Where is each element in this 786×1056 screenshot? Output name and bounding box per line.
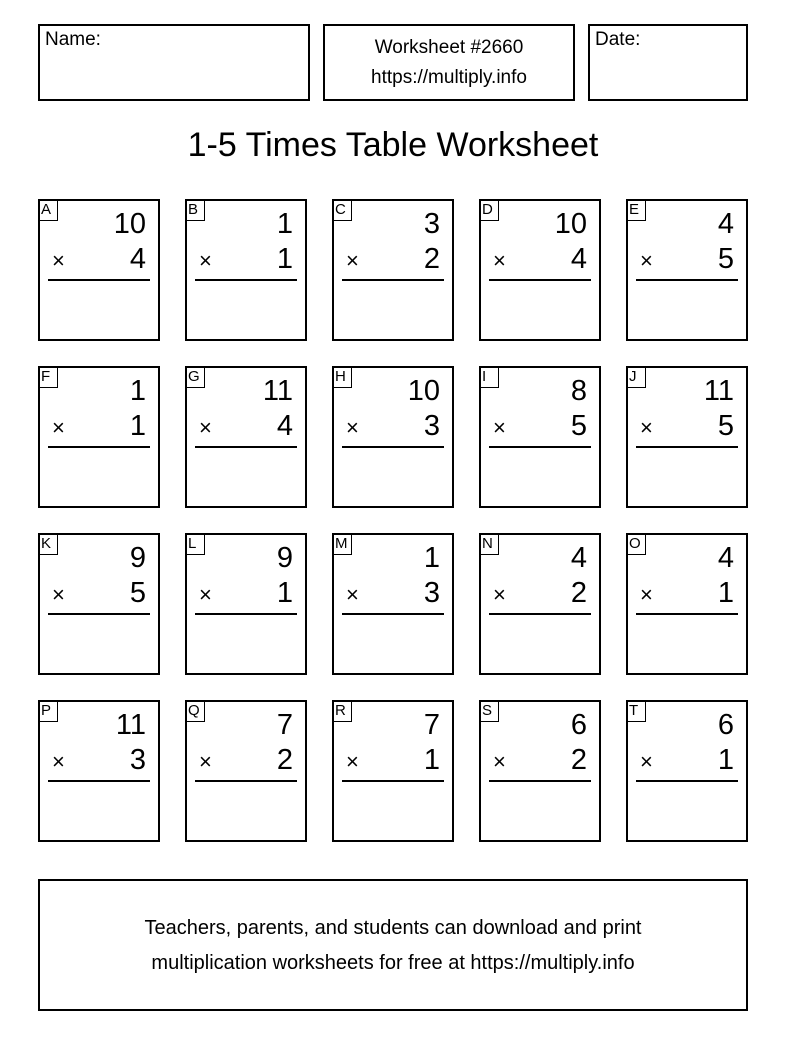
problem-card bbox=[626, 533, 748, 675]
problem-card bbox=[332, 199, 454, 341]
answer-line bbox=[195, 446, 297, 448]
problem-letter: E bbox=[626, 199, 646, 221]
answer-line bbox=[489, 780, 591, 782]
multiplicand: 4 bbox=[717, 208, 734, 240]
problem-card bbox=[479, 700, 601, 842]
multiplier: 2 bbox=[570, 744, 587, 776]
multiplicand: 7 bbox=[423, 709, 440, 741]
times-sign: × bbox=[199, 582, 212, 607]
times-sign: × bbox=[640, 749, 653, 774]
answer-line bbox=[342, 613, 444, 615]
problem-letter: F bbox=[38, 366, 58, 388]
problem-letter: G bbox=[185, 366, 205, 388]
answer-line bbox=[342, 279, 444, 281]
problem-letter: T bbox=[626, 700, 646, 722]
multiplier: 3 bbox=[423, 410, 440, 442]
multiplier: 3 bbox=[129, 744, 146, 776]
multiplicand: 10 bbox=[407, 375, 440, 407]
problem-letter: L bbox=[185, 533, 205, 555]
problem-card bbox=[185, 199, 307, 341]
problem-card bbox=[185, 533, 307, 675]
multiplicand: 11 bbox=[262, 375, 293, 407]
multiplier: 1 bbox=[717, 744, 734, 776]
problem-card bbox=[479, 199, 601, 341]
problem-card bbox=[38, 366, 160, 508]
answer-line bbox=[636, 446, 738, 448]
answer-line bbox=[489, 446, 591, 448]
multiplier: 4 bbox=[276, 410, 293, 442]
multiplicand: 4 bbox=[570, 542, 587, 574]
times-sign: × bbox=[52, 415, 65, 440]
multiplier: 5 bbox=[717, 410, 734, 442]
problem-card bbox=[479, 366, 601, 508]
problem-card bbox=[185, 700, 307, 842]
times-sign: × bbox=[199, 749, 212, 774]
worksheet-number: Worksheet #2660 bbox=[374, 37, 524, 58]
multiplicand: 11 bbox=[703, 375, 734, 407]
worksheet-url: https://multiply.info bbox=[371, 67, 527, 88]
answer-line bbox=[489, 279, 591, 281]
date-label: Date: bbox=[595, 29, 641, 50]
times-sign: × bbox=[346, 582, 359, 607]
problem-letter: K bbox=[38, 533, 58, 555]
problem-letter: B bbox=[185, 199, 205, 221]
name-field-box bbox=[38, 24, 310, 101]
multiplier: 4 bbox=[129, 243, 146, 275]
multiplicand: 10 bbox=[113, 208, 146, 240]
problem-card bbox=[38, 533, 160, 675]
times-sign: × bbox=[640, 415, 653, 440]
multiplicand: 9 bbox=[129, 542, 146, 574]
multiplicand: 3 bbox=[423, 208, 440, 240]
problem-letter: O bbox=[626, 533, 646, 555]
answer-line bbox=[48, 446, 150, 448]
problem-letter: C bbox=[332, 199, 352, 221]
answer-line bbox=[48, 279, 150, 281]
problem-card bbox=[38, 700, 160, 842]
multiplier: 5 bbox=[570, 410, 587, 442]
answer-line bbox=[195, 613, 297, 615]
multiplier: 1 bbox=[276, 243, 293, 275]
problem-letter: A bbox=[38, 199, 58, 221]
answer-line bbox=[636, 279, 738, 281]
times-sign: × bbox=[640, 582, 653, 607]
times-sign: × bbox=[199, 248, 212, 273]
multiplier: 3 bbox=[423, 577, 440, 609]
times-sign: × bbox=[493, 415, 506, 440]
multiplier: 4 bbox=[570, 243, 587, 275]
problem-card bbox=[185, 366, 307, 508]
footer-line-1: Teachers, parents, and students can download and print bbox=[144, 917, 642, 939]
problem-card bbox=[479, 533, 601, 675]
answer-line bbox=[636, 780, 738, 782]
problem-letter: S bbox=[479, 700, 499, 722]
multiplier: 5 bbox=[129, 577, 146, 609]
times-sign: × bbox=[52, 582, 65, 607]
times-sign: × bbox=[199, 415, 212, 440]
problem-card bbox=[626, 199, 748, 341]
problem-letter: Q bbox=[185, 700, 205, 722]
answer-line bbox=[48, 780, 150, 782]
answer-line bbox=[195, 780, 297, 782]
date-field-box bbox=[588, 24, 748, 101]
multiplicand: 4 bbox=[717, 542, 734, 574]
worksheet-info-box bbox=[323, 24, 575, 101]
problem-letter: D bbox=[479, 199, 499, 221]
times-sign: × bbox=[493, 749, 506, 774]
multiplier: 5 bbox=[717, 243, 734, 275]
multiplicand: 8 bbox=[570, 375, 587, 407]
multiplier: 2 bbox=[570, 577, 587, 609]
footer-box bbox=[38, 879, 748, 1011]
problem-letter: N bbox=[479, 533, 499, 555]
multiplicand: 9 bbox=[276, 542, 293, 574]
times-sign: × bbox=[493, 248, 506, 273]
multiplier: 2 bbox=[423, 243, 440, 275]
times-sign: × bbox=[346, 749, 359, 774]
problem-letter: R bbox=[332, 700, 352, 722]
answer-line bbox=[342, 446, 444, 448]
multiplicand: 1 bbox=[129, 375, 146, 407]
multiplier: 1 bbox=[717, 577, 734, 609]
problem-letter: J bbox=[626, 366, 646, 388]
answer-line bbox=[636, 613, 738, 615]
problem-card bbox=[332, 533, 454, 675]
times-sign: × bbox=[52, 749, 65, 774]
problem-letter: P bbox=[38, 700, 58, 722]
answer-line bbox=[195, 279, 297, 281]
problem-card bbox=[626, 366, 748, 508]
problem-card bbox=[332, 700, 454, 842]
multiplicand: 11 bbox=[115, 709, 146, 741]
footer-line-2: multiplication worksheets for free at https://multiply.info bbox=[151, 952, 635, 974]
page-title: 1-5 Times Table Worksheet bbox=[187, 126, 599, 164]
answer-line bbox=[48, 613, 150, 615]
problem-card bbox=[626, 700, 748, 842]
problem-letter: H bbox=[332, 366, 352, 388]
answer-line bbox=[489, 613, 591, 615]
multiplier: 1 bbox=[423, 744, 440, 776]
times-sign: × bbox=[640, 248, 653, 273]
multiplier: 2 bbox=[276, 744, 293, 776]
name-label: Name: bbox=[45, 29, 101, 50]
multiplicand: 1 bbox=[276, 208, 293, 240]
multiplicand: 6 bbox=[570, 709, 587, 741]
problem-letter: I bbox=[479, 366, 499, 388]
multiplicand: 7 bbox=[276, 709, 293, 741]
problem-card bbox=[38, 199, 160, 341]
times-sign: × bbox=[346, 248, 359, 273]
problem-letter: M bbox=[332, 533, 352, 555]
times-sign: × bbox=[346, 415, 359, 440]
multiplicand: 1 bbox=[423, 542, 440, 574]
problem-card bbox=[332, 366, 454, 508]
multiplicand: 10 bbox=[554, 208, 587, 240]
times-sign: × bbox=[493, 582, 506, 607]
multiplier: 1 bbox=[129, 410, 146, 442]
multiplicand: 6 bbox=[717, 709, 734, 741]
multiplier: 1 bbox=[276, 577, 293, 609]
answer-line bbox=[342, 780, 444, 782]
times-sign: × bbox=[52, 248, 65, 273]
